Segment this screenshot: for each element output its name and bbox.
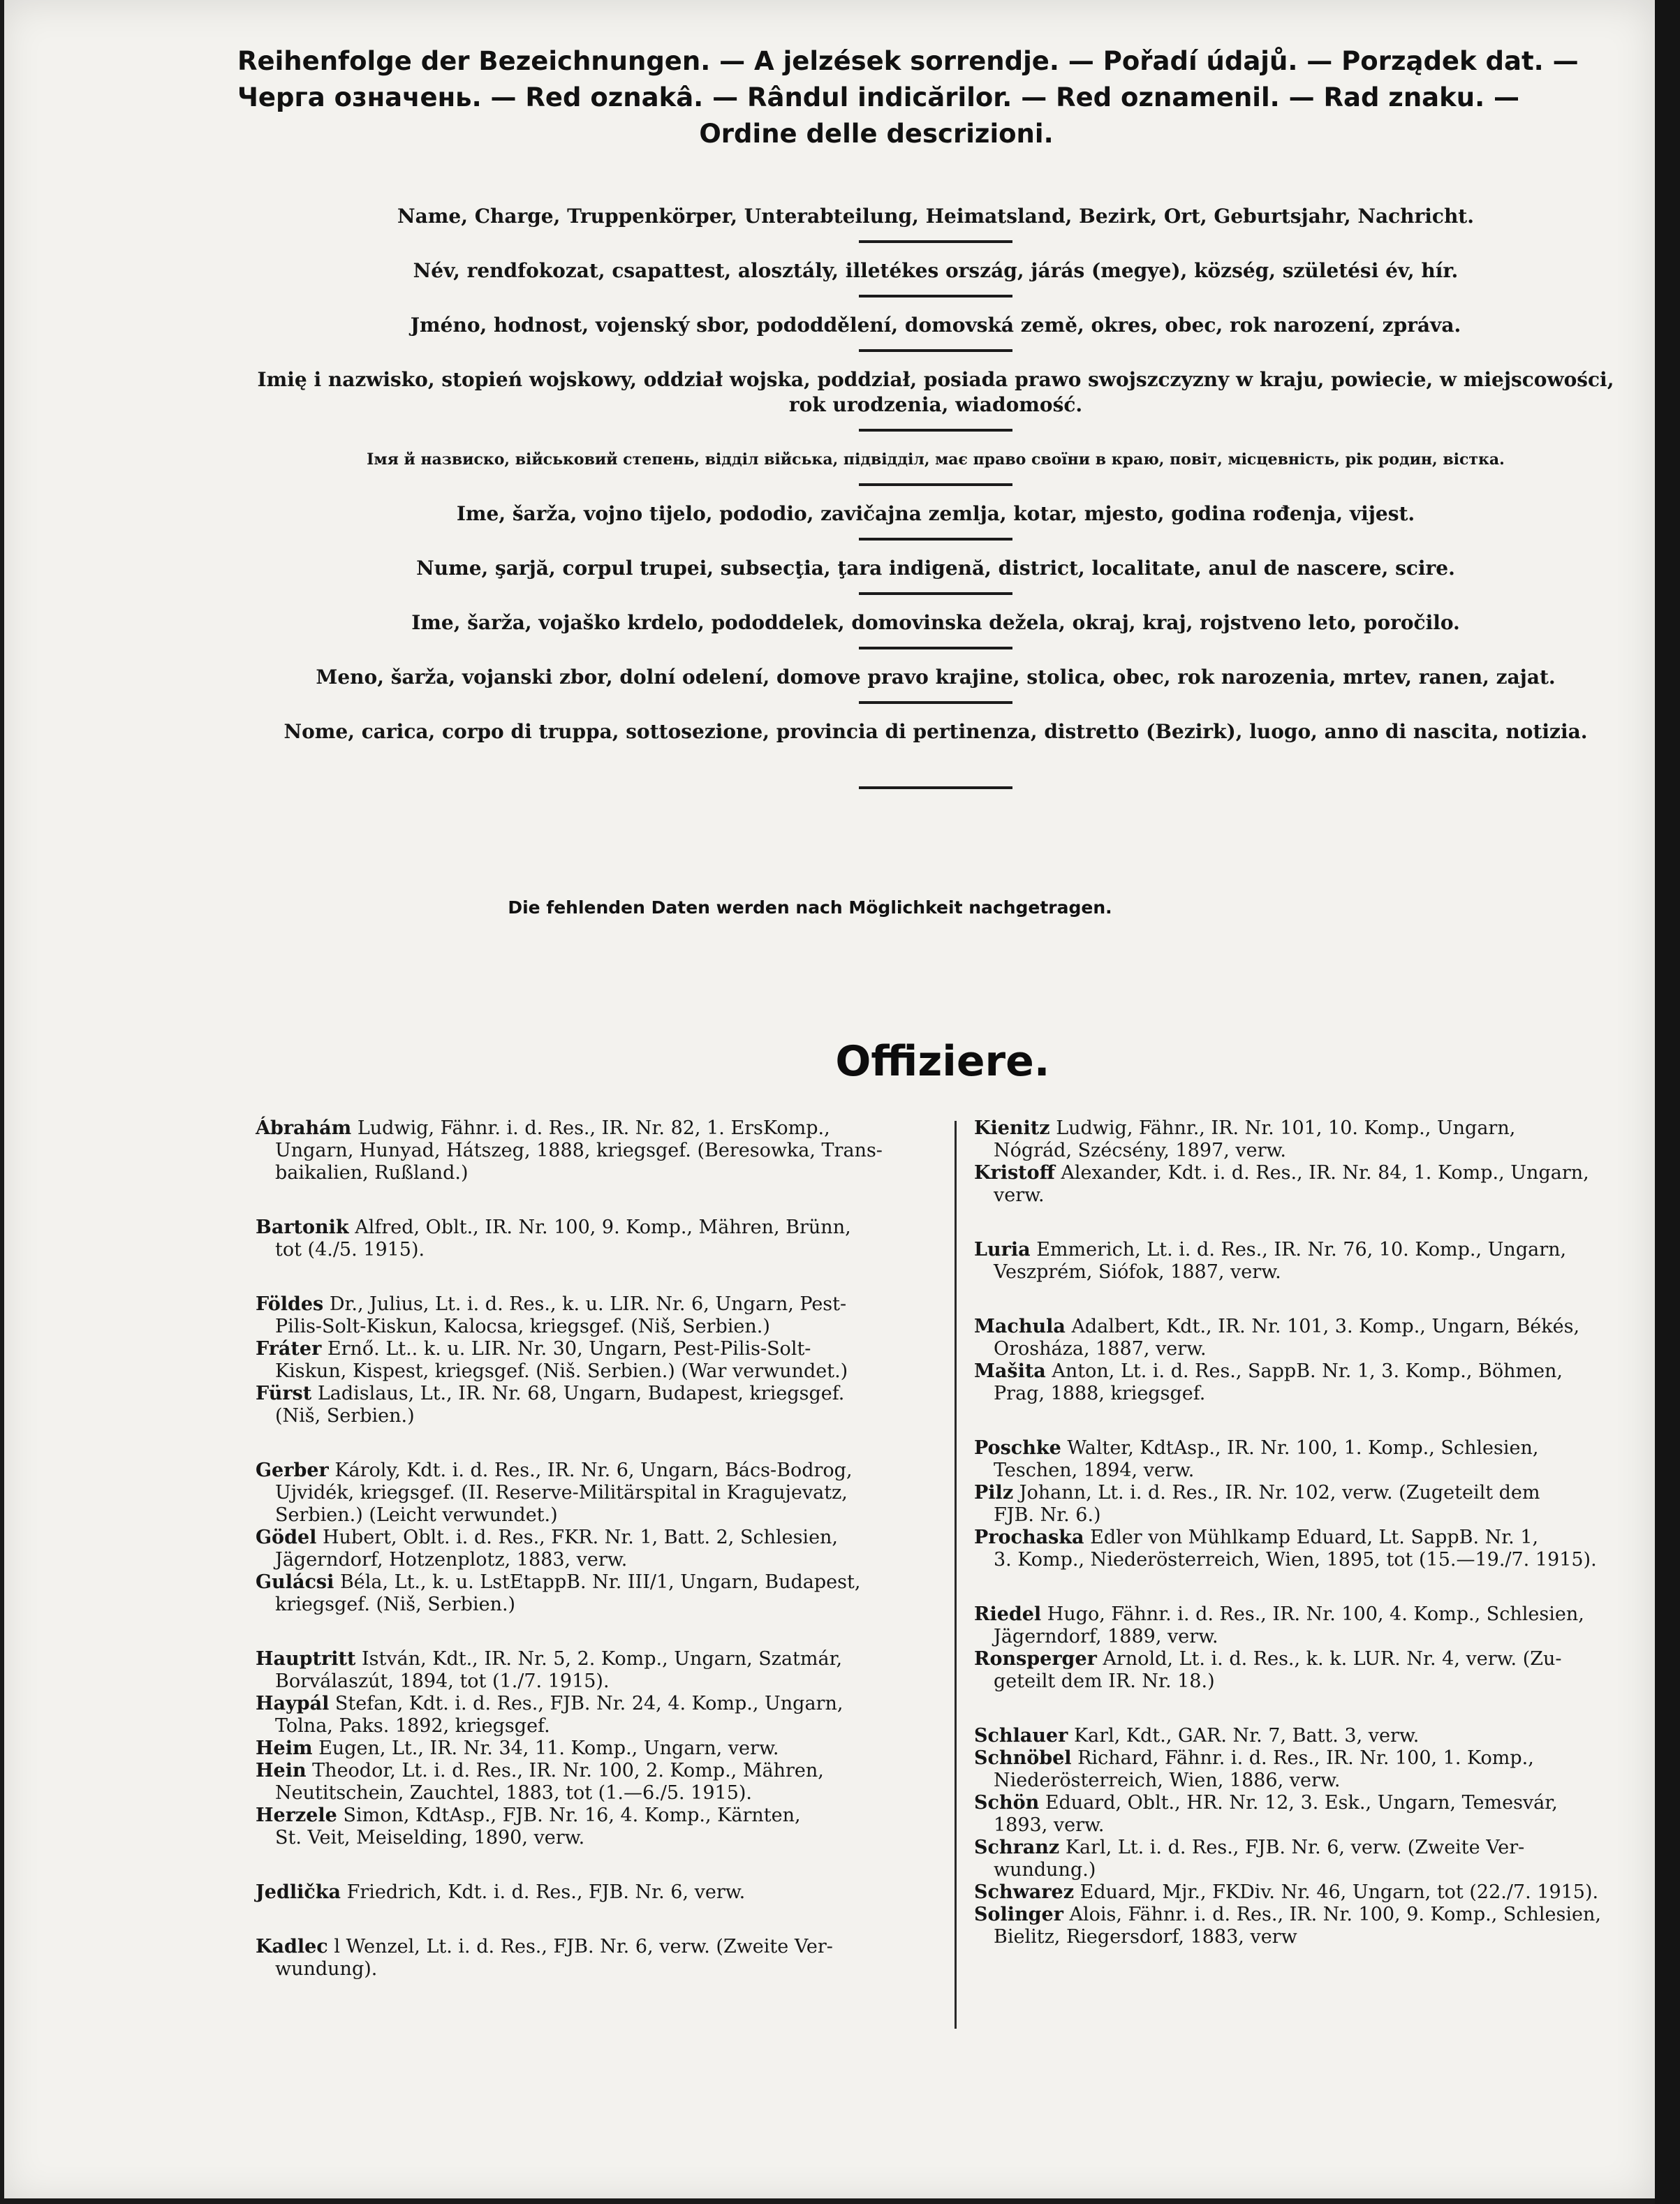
officer-details-continued: tot (4./5. 1915).: [275, 1239, 425, 1261]
entry-gap: [256, 1427, 947, 1460]
officer-entry: [256, 1648, 947, 1693]
legend-polish: Imię i nazwisko, stopień wojskowy, oddział wojska, poddział, posiada prawo swojszczyzny w kraju, powiecie, w miejscowości, rok urodzenia, wiadomość.: [257, 368, 1614, 416]
separator-rule: [859, 701, 1012, 704]
officer-entry: [256, 1217, 947, 1261]
officer-details-continued: Veszprém, Siófok, 1887, verw.: [994, 1261, 1281, 1283]
officer-entry: [974, 1603, 1658, 1648]
officer-details: Johann, Lt. i. d. Res., IR. Nr. 102, verw. (Zugeteilt dem: [1019, 1482, 1540, 1504]
officer-entry: [974, 1837, 1658, 1881]
legend-ruthenian: Імя й назвиско, військовий степень, відділ війська, підвідділ, має право своїни в краю, повіт, місцевність, рік родин, вістка.: [367, 450, 1505, 469]
officer-entry: [974, 1316, 1658, 1360]
officer-details: István, Kdt., IR. Nr. 5, 2. Komp., Ungarn, Szatmár,: [362, 1648, 843, 1670]
officer-entry: [974, 1725, 1658, 1747]
officer-surname: Machula: [974, 1316, 1066, 1337]
officer-details-continued: wundung).: [275, 1958, 378, 1980]
officer-details-continued: Pilis-Solt-Kiskun, Kalocsa, kriegsgef. (Niš, Serbien.): [275, 1316, 770, 1337]
separator-rule: [859, 295, 1012, 297]
officer-surname: Ábrahám: [256, 1117, 352, 1139]
heading-line-1: Reihenfolge der Bezeichnungen. — A jelzések sorrendje. — Pořadí údajů. — Porządek dat. —: [237, 46, 1579, 76]
officer-entry: [256, 1738, 947, 1760]
separator-rule: [859, 240, 1012, 243]
officer-entry: [974, 1117, 1658, 1162]
officer-entry: [256, 1293, 947, 1338]
officer-entry: [974, 1747, 1658, 1792]
officer-entry: [256, 1936, 947, 1981]
officer-details: Eduard, Mjr., FKDiv. Nr. 46, Ungarn, tot (22./7. 1915).: [1080, 1881, 1599, 1903]
officer-details: Eduard, Oblt., HR. Nr. 12, 3. Esk., Ungarn, Temesvár,: [1045, 1792, 1558, 1814]
officer-surname: Solinger: [974, 1904, 1063, 1925]
separator-rule: [859, 592, 1012, 595]
entry-gap: [974, 1207, 1658, 1239]
officer-details-continued: FJB. Nr. 6.): [994, 1504, 1101, 1526]
officer-details-continued: Ungarn, Hunyad, Hátszeg, 1888, kriegsgef. (Beresowka, Trans-: [275, 1140, 883, 1161]
officer-details-continued: Jägerndorf, Hotzenplotz, 1883, verw.: [275, 1549, 628, 1571]
officer-surname: Luria: [974, 1239, 1031, 1261]
officer-entry: [974, 1437, 1658, 1482]
entry-gap: [974, 1693, 1658, 1725]
officer-entry: [256, 1760, 947, 1805]
entry-gap: [974, 1571, 1658, 1603]
heading-line-2: Черга означень. — Red oznakâ. — Rândul indicărilor. — Red oznamenil. — Rad znaku. —: [237, 82, 1520, 112]
officer-details-continued: geteilt dem IR. Nr. 18.): [994, 1670, 1215, 1692]
left-column: [256, 1117, 947, 1981]
officer-details: Alois, Fähnr. i. d. Res., IR. Nr. 100, 9. Komp., Schlesien,: [1069, 1904, 1601, 1925]
officer-surname: Kienitz: [974, 1117, 1050, 1139]
officer-entry: [974, 1360, 1658, 1405]
legend-romanian: Nume, şarjă, corpul trupei, subsecţia, ţara indigenă, district, localitate, anul de nascere, scire.: [416, 557, 1455, 580]
officer-details: Eugen, Lt., IR. Nr. 34, 11. Komp., Ungarn, verw.: [318, 1738, 779, 1759]
section-title: Offiziere.: [835, 1037, 1050, 1086]
legend-german: Name, Charge, Truppenkörper, Unterabteilung, Heimatsland, Bezirk, Ort, Geburtsjahr, Nachricht.: [397, 205, 1474, 228]
officer-details: Stefan, Kdt. i. d. Res., FJB. Nr. 24, 4. Komp., Ungarn,: [334, 1693, 843, 1714]
officer-surname: Kadlec: [256, 1936, 328, 1957]
officer-details-continued: Ujvidék, kriegsgef. (II. Reserve-Militärspital in Kragujevatz,: [275, 1482, 848, 1504]
legend-czech: Jméno, hodnost, vojenský sbor, pododdělení, domovská země, okres, obec, rok narození, zpráva.: [410, 314, 1461, 337]
officer-surname: Gulácsi: [256, 1571, 334, 1593]
officer-details-continued: baikalien, Rußland.): [275, 1162, 469, 1184]
officer-details: Hugo, Fähnr. i. d. Res., IR. Nr. 100, 4. Komp., Schlesien,: [1047, 1603, 1584, 1625]
separator-rule: [859, 483, 1012, 486]
right-column: [974, 1117, 1658, 1948]
officer-surname: Jedlička: [256, 1881, 341, 1903]
separator-rule: [859, 647, 1012, 649]
officer-surname: Schwarez: [974, 1881, 1075, 1903]
officer-surname: Pilz: [974, 1482, 1014, 1504]
officer-entry: [256, 1881, 947, 1904]
officer-details: Karl, Kdt., GAR. Nr. 7, Batt. 3, verw.: [1073, 1725, 1420, 1747]
officer-details-continued: verw.: [994, 1184, 1045, 1206]
separator-rule: [859, 349, 1012, 352]
officer-entry: [974, 1239, 1658, 1284]
officer-surname: Poschke: [974, 1437, 1061, 1459]
officer-details-continued: Neutitschein, Zauchtel, 1883, tot (1.—6./5. 1915).: [275, 1782, 752, 1804]
officer-surname: Schranz: [974, 1837, 1060, 1858]
officer-surname: Schnöbel: [974, 1747, 1072, 1769]
officer-entry: [974, 1792, 1658, 1837]
officer-details: Ladislaus, Lt., IR. Nr. 68, Ungarn, Budapest, kriegsgef.: [317, 1383, 845, 1404]
officer-surname: Fráter: [256, 1338, 322, 1360]
officer-entry: [256, 1383, 947, 1427]
officer-surname: Gödel: [256, 1527, 317, 1548]
officer-details: Simon, KdtAsp., FJB. Nr. 16, 4. Komp., Kärnten,: [343, 1805, 801, 1826]
legend-croatian: Ime, šarža, vojno tijelo, pododio, zavičajna zemlja, kotar, mjesto, godina rođenja, vijest.: [456, 502, 1415, 525]
officer-surname: Hein: [256, 1760, 307, 1781]
officer-details: l Wenzel, Lt. i. d. Res., FJB. Nr. 6, verw. (Zweite Ver-: [334, 1936, 833, 1957]
officer-details: Arnold, Lt. i. d. Res., k. k. LUR. Nr. 4, verw. (Zu-: [1103, 1648, 1562, 1670]
entry-gap: [974, 1284, 1658, 1316]
language-legend: [251, 204, 1620, 805]
officer-details-continued: Teschen, 1894, verw.: [994, 1460, 1195, 1481]
officer-details: Ernő. Lt.. k. u. LIR. Nr. 30, Ungarn, Pest-Pilis-Solt-: [327, 1338, 811, 1360]
officer-entry: [256, 1527, 947, 1571]
officer-surname: Hauptritt: [256, 1648, 356, 1670]
officer-details-continued: Niederösterreich, Wien, 1886, verw.: [994, 1770, 1341, 1791]
officer-details: Alfred, Oblt., IR. Nr. 100, 9. Komp., Mähren, Brünn,: [355, 1217, 851, 1238]
officer-surname: Mašita: [974, 1360, 1046, 1382]
officer-details: Ludwig, Fähnr., IR. Nr. 101, 10. Komp., Ungarn,: [1056, 1117, 1516, 1139]
column-divider: [955, 1121, 957, 2029]
officer-details: Karl, Lt. i. d. Res., FJB. Nr. 6, verw. (Zweite Ver-: [1065, 1837, 1525, 1858]
officer-entry: [974, 1881, 1658, 1904]
officer-details: Dr., Julius, Lt. i. d. Res., k. u. LIR. Nr. 6, Ungarn, Pest-: [329, 1293, 847, 1315]
officer-surname: Bartonik: [256, 1217, 349, 1238]
separator-rule: [859, 538, 1012, 541]
entry-gap: [256, 1849, 947, 1881]
officer-details-continued: Borválaszút, 1894, tot (1./7. 1915).: [275, 1670, 610, 1692]
officer-details-continued: Prag, 1888, kriegsgef.: [994, 1383, 1206, 1404]
officer-entry: [256, 1693, 947, 1738]
officer-details: Alexander, Kdt. i. d. Res., IR. Nr. 84, 1. Komp., Ungarn,: [1061, 1162, 1589, 1184]
officer-entry: [256, 1338, 947, 1383]
entry-gap: [256, 1261, 947, 1293]
officer-details-continued: Bielitz, Riegersdorf, 1883, verw: [994, 1926, 1297, 1948]
officer-details: Theodor, Lt. i. d. Res., IR. Nr. 100, 2. Komp., Mähren,: [312, 1760, 824, 1781]
officer-surname: Heim: [256, 1738, 313, 1759]
separator-rule: [859, 429, 1012, 432]
officer-entry: [974, 1527, 1658, 1571]
officer-details-continued: wundung.): [994, 1859, 1096, 1881]
entry-gap: [256, 1616, 947, 1648]
officer-details-continued: Orosháza, 1887, verw.: [994, 1338, 1207, 1360]
officer-surname: Kristoff: [974, 1162, 1055, 1184]
officer-details-continued: kriegsgef. (Niš, Serbien.): [275, 1594, 516, 1615]
officer-details: Béla, Lt., k. u. LstEtappB. Nr. III/1, Ungarn, Budapest,: [339, 1571, 861, 1593]
officer-surname: Földes: [256, 1293, 324, 1315]
order-of-designations-heading: [237, 43, 1641, 152]
legend-italian: Nome, carica, corpo di truppa, sottosezione, provincia di pertinenza, distretto (Bezirk), luogo, anno di nascita, notizia.: [283, 720, 1588, 743]
officer-entry: [256, 1805, 947, 1849]
officer-entry: [974, 1482, 1658, 1527]
officer-details: Adalbert, Kdt., IR. Nr. 101, 3. Komp., Ungarn, Békés,: [1071, 1316, 1580, 1337]
officer-surname: Fürst: [256, 1383, 312, 1404]
officer-details-continued: 3. Komp., Niederösterreich, Wien, 1895, tot (15.—19./7. 1915).: [994, 1549, 1597, 1571]
officer-entry: [256, 1571, 947, 1616]
officer-surname: Ronsperger: [974, 1648, 1097, 1670]
officer-surname: Prochaska: [974, 1527, 1084, 1548]
officer-entry: [974, 1904, 1658, 1948]
officer-entry: [256, 1460, 947, 1527]
officer-surname: Herzele: [256, 1805, 337, 1826]
officer-surname: Schön: [974, 1792, 1040, 1814]
officer-details: Friedrich, Kdt. i. d. Res., FJB. Nr. 6, verw.: [346, 1881, 746, 1903]
officer-surname: Schlauer: [974, 1725, 1068, 1747]
officer-details: Edler von Mühlkamp Eduard, Lt. SappB. Nr. 1,: [1090, 1527, 1539, 1548]
officer-entry: [974, 1648, 1658, 1693]
officer-details: Richard, Fähnr. i. d. Res., IR. Nr. 100, 1. Komp.,: [1077, 1747, 1534, 1769]
officer-details: Ludwig, Fähnr. i. d. Res., IR. Nr. 82, 1. ErsKomp.,: [357, 1117, 830, 1139]
officer-entry: [974, 1162, 1658, 1207]
officer-details: Hubert, Oblt. i. d. Res., FKR. Nr. 1, Batt. 2, Schlesien,: [322, 1527, 839, 1548]
officer-details-continued: Serbien.) (Leicht verwundet.): [275, 1504, 558, 1526]
officer-details: Anton, Lt. i. d. Res., SappB. Nr. 1, 3. Komp., Böhmen,: [1052, 1360, 1563, 1382]
missing-data-note: Die fehlenden Daten werden nach Möglichkeit nachgetragen.: [508, 897, 1112, 918]
officer-entry: [256, 1117, 947, 1184]
heading-line-3: Ordine delle descrizioni.: [699, 119, 1054, 149]
officer-details-continued: Tolna, Paks. 1892, kriegsgef.: [275, 1715, 550, 1737]
entry-gap: [256, 1904, 947, 1936]
legend-slovenian: Ime, šarža, vojaško krdelo, pododdelek, domovinska dežela, okraj, kraj, rojstveno leto, poročilo.: [411, 611, 1460, 634]
legend-slovak: Meno, šarža, vojanski zbor, dolní odelení, domove pravo krajine, stolica, obec, rok narozenia, mrtev, ranen, zajat.: [316, 666, 1556, 689]
officer-details: Károly, Kdt. i. d. Res., IR. Nr. 6, Ungarn, Bács-Bodrog,: [334, 1460, 853, 1481]
officer-details-continued: Jägerndorf, 1889, verw.: [994, 1626, 1218, 1647]
entry-gap: [974, 1405, 1658, 1437]
officer-details-continued: 1893, verw.: [994, 1814, 1105, 1836]
officer-details-continued: Kiskun, Kispest, kriegsgef. (Niš. Serbien.) (War verwundet.): [275, 1360, 848, 1382]
officer-surname: Gerber: [256, 1460, 329, 1481]
officer-details-continued: (Niš, Serbien.): [275, 1405, 415, 1427]
separator-rule: [859, 786, 1012, 789]
officer-details: Emmerich, Lt. i. d. Res., IR. Nr. 76, 10. Komp., Ungarn,: [1036, 1239, 1567, 1261]
legend-hungarian: Név, rendfokozat, csapattest, alosztály, illetékes ország, járás (megye), község, születési év, hír.: [413, 259, 1459, 282]
officer-details: Walter, KdtAsp., IR. Nr. 100, 1. Komp., Schlesien,: [1067, 1437, 1539, 1459]
officer-details-continued: St. Veit, Meiselding, 1890, verw.: [275, 1827, 585, 1849]
officer-surname: Haypál: [256, 1693, 330, 1714]
officer-details-continued: Nógrád, Szécsény, 1897, verw.: [994, 1140, 1287, 1161]
officer-surname: Riedel: [974, 1603, 1042, 1625]
entry-gap: [256, 1184, 947, 1217]
